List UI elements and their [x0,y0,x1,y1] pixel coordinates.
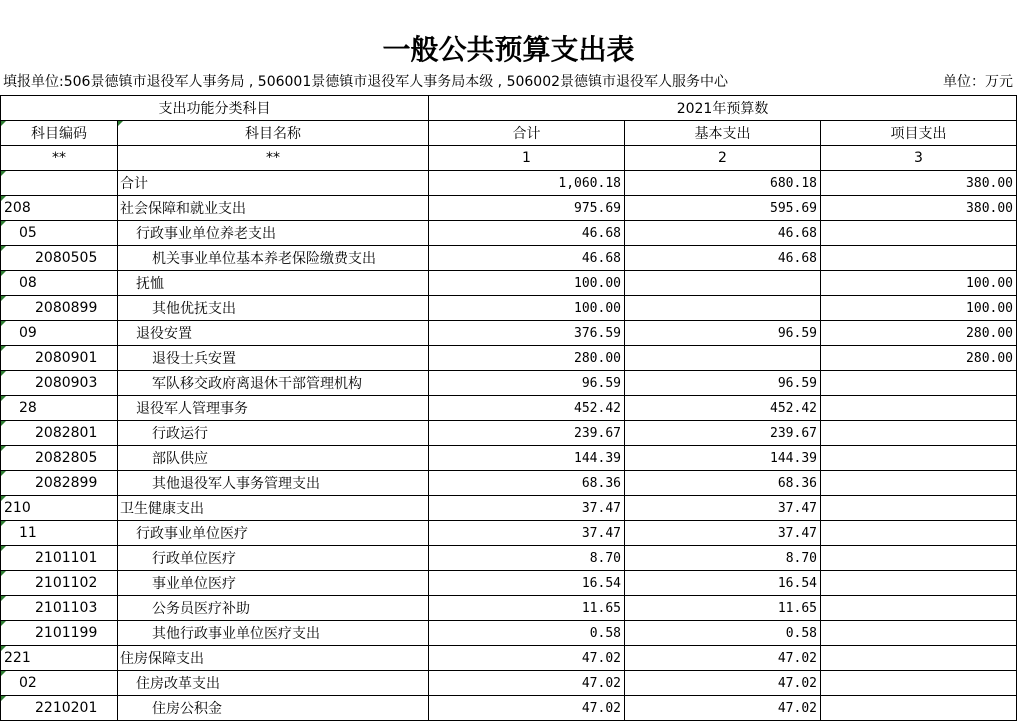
row-name: 公务员医疗补助 [118,596,429,621]
row-total: 96.59 [429,371,625,396]
row-project [821,696,1017,721]
header-code: 科目编码 [1,121,118,146]
table-row [1,546,1017,571]
row-total: 11.65 [429,596,625,621]
row-name: 行政事业单位养老支出 [118,221,429,246]
table-row [1,321,1017,346]
table-row [1,421,1017,446]
table-row [1,446,1017,471]
row-project [821,496,1017,521]
row-code: 02 [1,671,118,696]
row-name: 军队移交政府离退休干部管理机构 [118,371,429,396]
row-total: 46.68 [429,221,625,246]
header-index-row [1,146,1017,171]
row-project [821,646,1017,671]
row-total: 8.70 [429,546,625,571]
row-total: 144.39 [429,446,625,471]
row-basic: 239.67 [625,421,821,446]
row-code: 28 [1,396,118,421]
row-total: 47.02 [429,696,625,721]
row-name: 行政运行 [118,421,429,446]
index-name: ** [118,146,429,171]
row-code: 2101103 [1,596,118,621]
row-project: 280.00 [821,346,1017,371]
row-project [821,546,1017,571]
row-code: 2101199 [1,621,118,646]
table-row [1,171,1017,196]
table-row [1,521,1017,546]
row-project: 100.00 [821,296,1017,321]
row-total: 280.00 [429,346,625,371]
row-name: 住房保障支出 [118,646,429,671]
row-code: 09 [1,321,118,346]
row-name: 其他退役军人事务管理支出 [118,471,429,496]
row-name: 住房改革支出 [118,671,429,696]
row-code: 2080899 [1,296,118,321]
row-code [1,171,118,196]
row-code: 210 [1,496,118,521]
row-total: 68.36 [429,471,625,496]
row-basic: 452.42 [625,396,821,421]
row-project [821,371,1017,396]
row-basic: 8.70 [625,546,821,571]
row-basic: 595.69 [625,196,821,221]
row-total: 37.47 [429,521,625,546]
row-code: 2101102 [1,571,118,596]
row-total: 100.00 [429,296,625,321]
row-name: 住房公积金 [118,696,429,721]
table-row [1,471,1017,496]
row-total: 975.69 [429,196,625,221]
page-title: 一般公共预算支出表 [382,33,635,66]
row-code: 2210201 [1,696,118,721]
row-project [821,421,1017,446]
table-row [1,496,1017,521]
row-code: 208 [1,196,118,221]
table-row [1,671,1017,696]
row-basic: 0.58 [625,621,821,646]
table-row [1,621,1017,646]
row-project: 280.00 [821,321,1017,346]
header-total: 合计 [429,121,625,146]
row-basic: 144.39 [625,446,821,471]
row-total: 1,060.18 [429,171,625,196]
row-basic: 47.02 [625,696,821,721]
row-project [821,221,1017,246]
row-code: 2080901 [1,346,118,371]
row-code: 2080505 [1,246,118,271]
row-project: 380.00 [821,196,1017,221]
row-total: 376.59 [429,321,625,346]
row-basic: 680.18 [625,171,821,196]
row-name: 部队供应 [118,446,429,471]
table-row [1,696,1017,721]
row-total: 452.42 [429,396,625,421]
row-name: 机关事业单位基本养老保险缴费支出 [118,246,429,271]
table-row [1,271,1017,296]
row-basic: 96.59 [625,371,821,396]
index-project: 3 [821,146,1017,171]
row-code: 2080903 [1,371,118,396]
row-basic: 47.02 [625,671,821,696]
header-budget-year: 2021年预算数 [429,96,1017,121]
row-name: 行政单位医疗 [118,546,429,571]
table-row [1,246,1017,271]
row-name: 其他行政事业单位医疗支出 [118,621,429,646]
row-code: 2082801 [1,421,118,446]
reporting-unit: 填报单位:506景德镇市退役军人事务局 , 506001景德镇市退役军人事务局本级 , 506002景德镇市退役军人服务中心 [3,74,729,90]
row-project: 380.00 [821,171,1017,196]
table-row [1,646,1017,671]
row-basic: 37.47 [625,521,821,546]
row-code: 2101101 [1,546,118,571]
row-name: 抚恤 [118,271,429,296]
row-code: 221 [1,646,118,671]
row-project [821,596,1017,621]
row-name: 社会保障和就业支出 [118,196,429,221]
table-row [1,296,1017,321]
row-total: 47.02 [429,646,625,671]
row-project [821,396,1017,421]
row-name: 退役士兵安置 [118,346,429,371]
header-column-row [1,121,1017,146]
row-name: 退役安置 [118,321,429,346]
row-basic [625,346,821,371]
table-row [1,221,1017,246]
row-total: 46.68 [429,246,625,271]
header-name: 科目名称 [118,121,429,146]
row-total: 16.54 [429,571,625,596]
row-basic: 46.68 [625,221,821,246]
table-row [1,396,1017,421]
row-basic [625,296,821,321]
row-project [821,246,1017,271]
header-project: 项目支出 [821,121,1017,146]
row-total: 239.67 [429,421,625,446]
row-basic: 37.47 [625,496,821,521]
row-project [821,521,1017,546]
row-code: 2082805 [1,446,118,471]
row-project [821,671,1017,696]
row-code: 05 [1,221,118,246]
index-total: 1 [429,146,625,171]
row-project [821,571,1017,596]
row-basic: 47.02 [625,646,821,671]
row-basic: 68.36 [625,471,821,496]
row-project [821,446,1017,471]
row-name: 合计 [118,171,429,196]
table-row [1,596,1017,621]
table-row [1,346,1017,371]
row-basic: 96.59 [625,321,821,346]
row-basic: 46.68 [625,246,821,271]
row-project: 100.00 [821,271,1017,296]
row-basic: 11.65 [625,596,821,621]
row-name: 退役军人管理事务 [118,396,429,421]
row-total: 100.00 [429,271,625,296]
row-basic: 16.54 [625,571,821,596]
header-function-category: 支出功能分类科目 [1,96,429,121]
row-total: 37.47 [429,496,625,521]
row-name: 事业单位医疗 [118,571,429,596]
row-name: 行政事业单位医疗 [118,521,429,546]
table-row [1,371,1017,396]
index-basic: 2 [625,146,821,171]
row-name: 其他优抚支出 [118,296,429,321]
row-total: 0.58 [429,621,625,646]
table-row [1,571,1017,596]
header-basic: 基本支出 [625,121,821,146]
row-name: 卫生健康支出 [118,496,429,521]
row-code: 2082899 [1,471,118,496]
row-code: 11 [1,521,118,546]
row-code: 08 [1,271,118,296]
table-row [1,196,1017,221]
index-code: ** [1,146,118,171]
header-group-row [1,96,1017,121]
row-total: 47.02 [429,671,625,696]
row-project [821,621,1017,646]
row-project [821,471,1017,496]
row-basic [625,271,821,296]
budget-table [0,95,1017,721]
unit-label: 单位：万元 [943,74,1013,90]
